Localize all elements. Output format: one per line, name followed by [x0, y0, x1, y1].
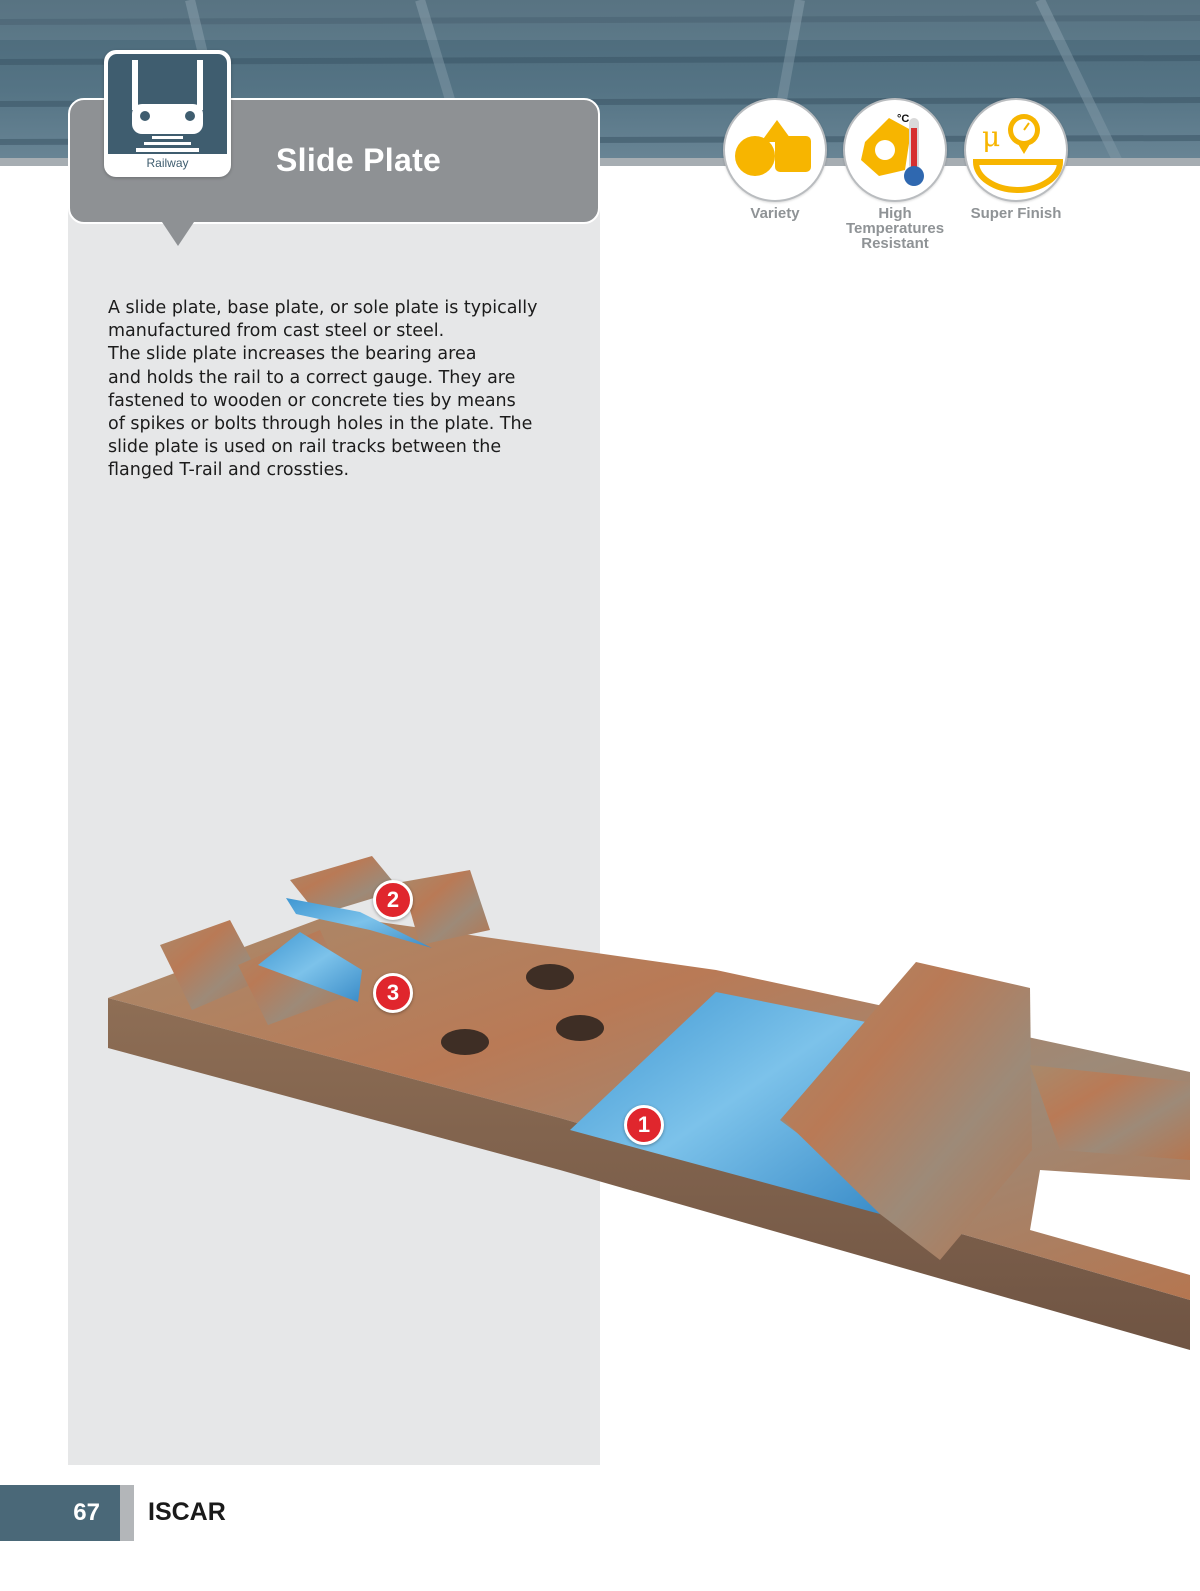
- title-pointer: [162, 222, 194, 246]
- friction-gauge-icon: [966, 100, 1070, 204]
- feature-variety: [721, 98, 829, 221]
- brand-name: ISCAR: [148, 1498, 226, 1526]
- railway-badge: [104, 50, 231, 177]
- mu-symbol: μ: [982, 120, 1001, 153]
- page-number: 67: [0, 1485, 120, 1541]
- celsius-symbol: °C: [897, 113, 910, 125]
- description-paragraph: A slide plate, base plate, or sole plate is typically manufactured from cast steel or steel. The slide plate increases the bearing area and holds the rail to a correct gauge. They are fastened to wooden or concrete ties by means of spikes or bolts through holes in the plate. The slide plate is used on rail tracks between the flanged T-rail and crossties.: [108, 298, 538, 481]
- slide-plate-illustration: [0, 820, 1200, 1380]
- feature-label: High Temperatures Resistant: [845, 205, 945, 252]
- callout-3: 3: [373, 973, 413, 1013]
- train-icon: [108, 54, 227, 154]
- shapes-icon: [725, 100, 829, 204]
- thermometer-insert-icon: [845, 100, 949, 204]
- callout-1: 1: [624, 1105, 664, 1145]
- footer-separator: [120, 1485, 134, 1541]
- callout-2: 2: [373, 880, 413, 920]
- feature-label: Super Finish: [970, 205, 1062, 222]
- badge-label: Railway: [146, 156, 189, 170]
- page-title: Slide Plate: [276, 142, 442, 178]
- feature-super-finish: [962, 98, 1070, 221]
- feature-label: Variety: [750, 205, 800, 222]
- feature-high-temperatures: [841, 98, 949, 251]
